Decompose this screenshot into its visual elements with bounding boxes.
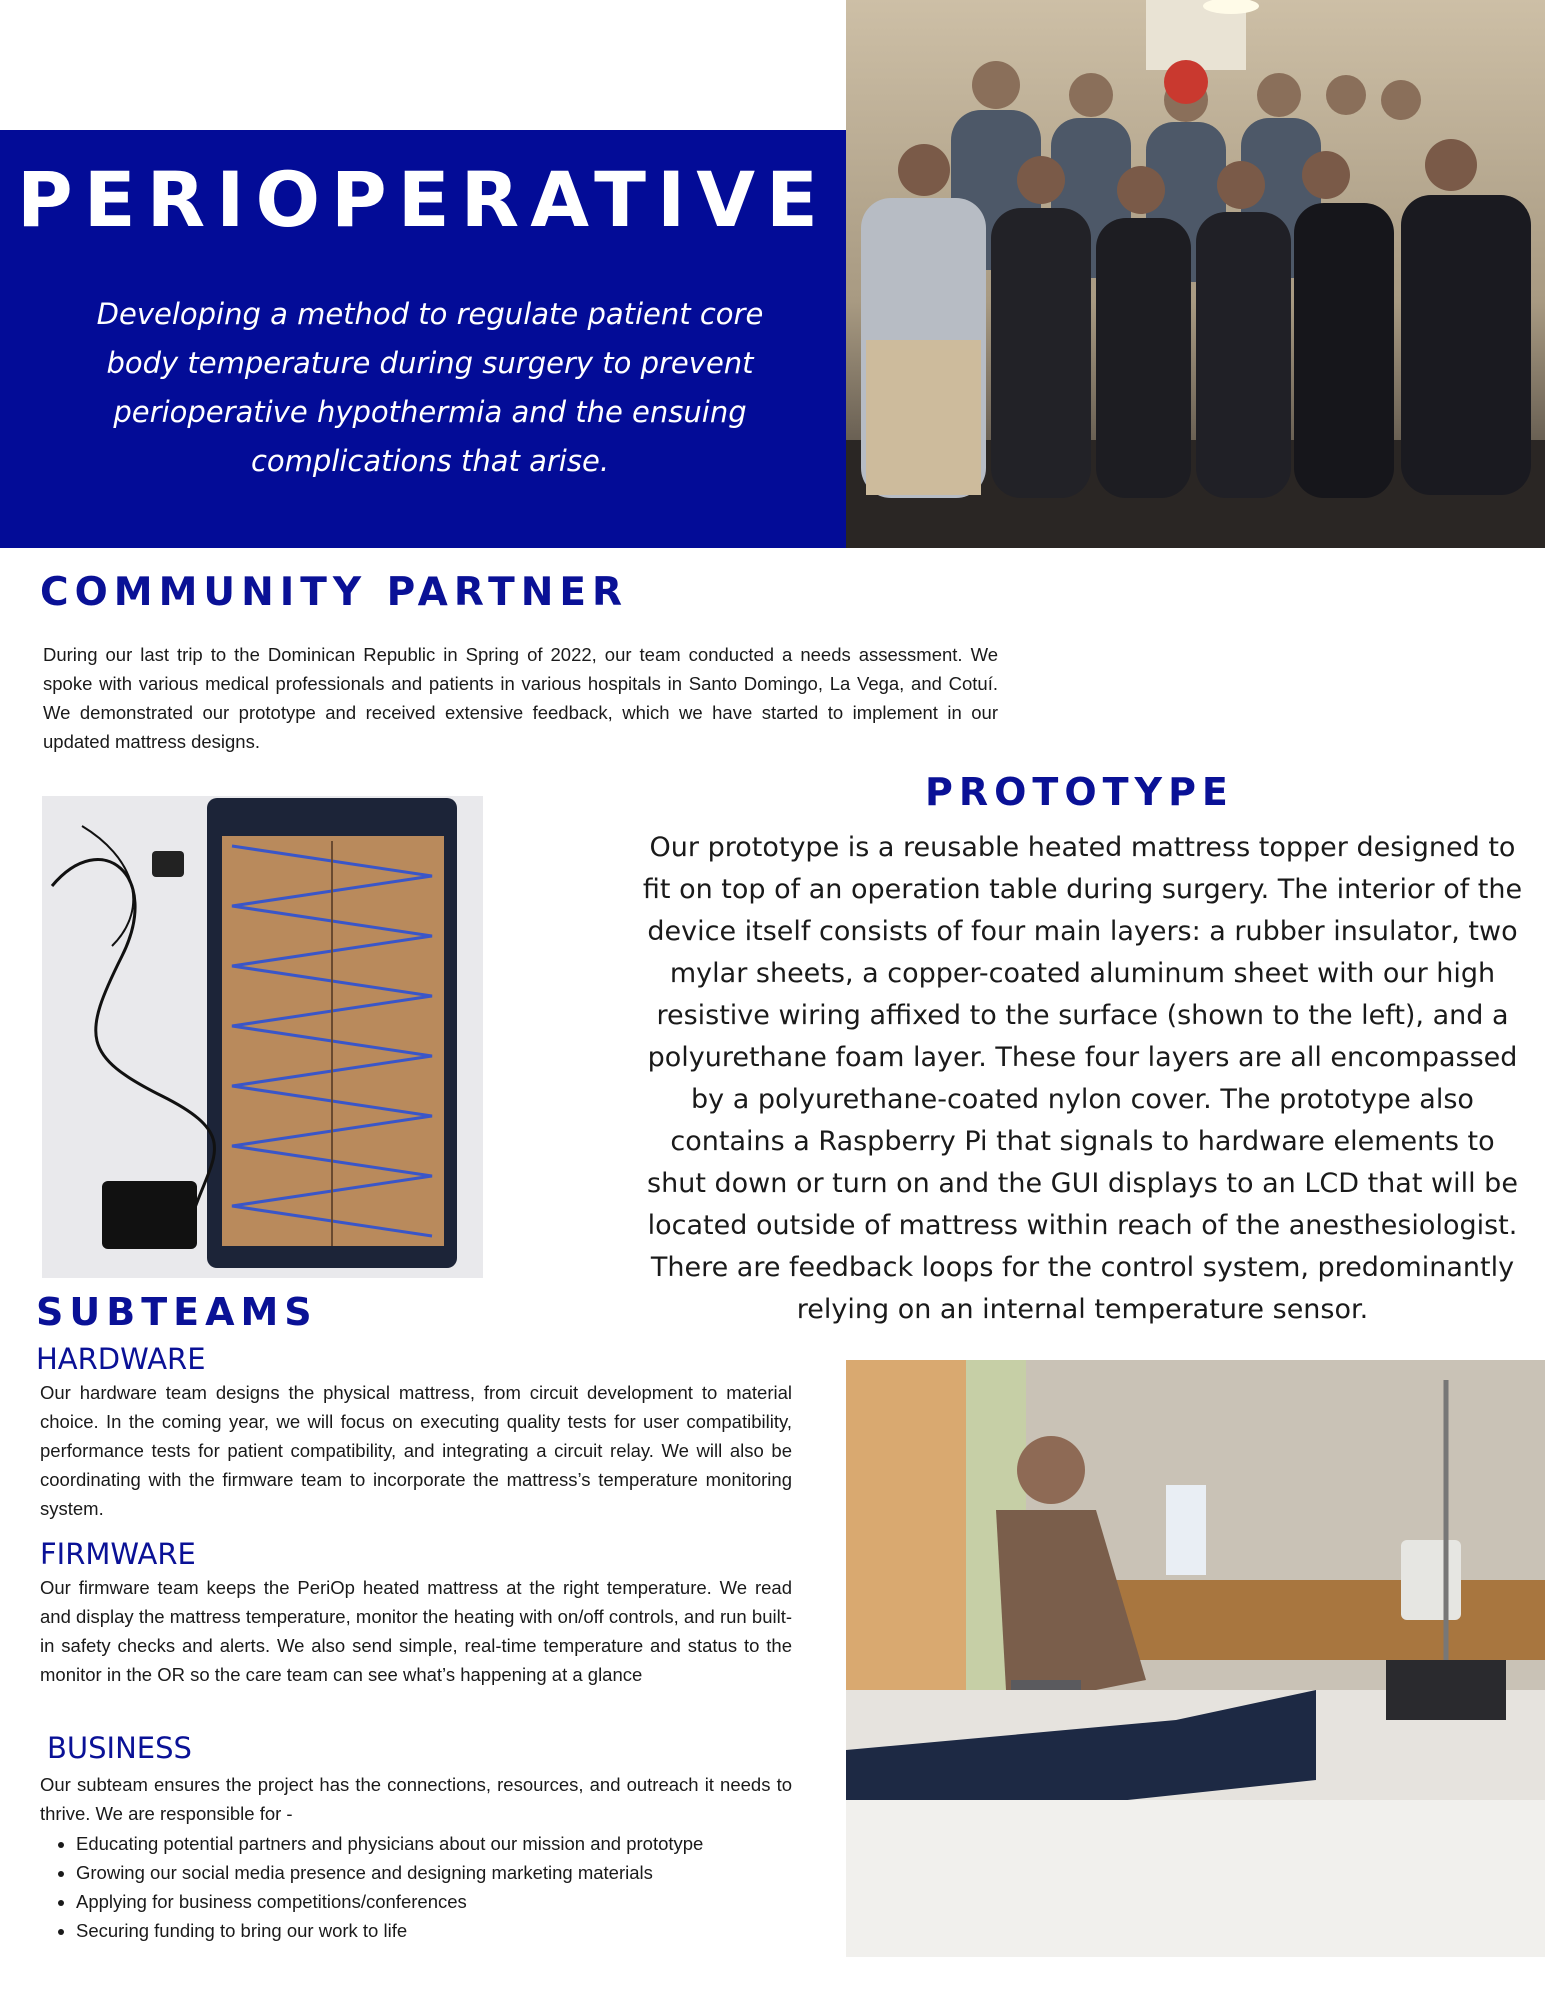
hardware-text: Our hardware team designs the physical mattress, from circuit development to material choice. In the coming year, we will focus on executing quality tests for user compatibility, performance tests for patient compatibility, and integrating a circuit relay. We will also be coordinating with the firmware team to incorporate the mattress’s temperature monitoring system. xyxy=(40,1382,792,1519)
prototype-heading: PROTOTYPE xyxy=(925,770,1234,814)
hardware-heading: HARDWARE xyxy=(36,1342,206,1376)
team-photo xyxy=(846,0,1545,548)
mattress-prototype-photo xyxy=(42,796,483,1278)
community-partner-heading: COMMUNITY PARTNER xyxy=(40,570,629,615)
hospital-testing-photo xyxy=(846,1360,1545,1957)
list-item: • Securing funding to bring our work to life xyxy=(76,1916,828,1945)
community-partner-text: During our last trip to the Dominican Republic in Spring of 2022, our team conducted a needs assessment. We spoke with various medical professionals and patients in various hospitals in Santo Domingo, La Vega, and Cotuí. We demonstrated our prototype and received extensive feedback, which we have started to implement in our updated mattress designs. xyxy=(43,644,998,752)
page-title: PERIOPERATIVE xyxy=(17,155,829,244)
page-tagline: Developing a method to regulate patient core body temperature during surgery to prevent perioperative hypothermia and the ensuing complications that arise. xyxy=(96,297,764,478)
business-intro: Our subteam ensures the project has the connections, resources, and outreach it needs to thrive. We are responsible for - xyxy=(40,1774,792,1824)
firmware-text: Our firmware team keeps the PeriOp heated mattress at the right temperature. We read and display the mattress temperature, monitor the heating with on/off controls, and run built-in safety checks and alerts. We also send simple, real-time temperature and status to the monitor in the OR so the care team can see what’s happening at a glance xyxy=(40,1577,792,1685)
subteams-heading: SUBTEAMS xyxy=(36,1290,318,1334)
list-item: • Educating potential partners and physicians about our mission and prototype xyxy=(76,1829,828,1858)
list-item: • Growing our social media presence and designing marketing materials xyxy=(76,1858,828,1887)
business-responsibilities-list xyxy=(40,1829,828,1945)
firmware-heading: FIRMWARE xyxy=(40,1537,196,1571)
list-item: • Applying for business competitions/conferences xyxy=(76,1887,828,1916)
business-heading: BUSINESS xyxy=(47,1731,192,1765)
prototype-description: Our prototype is a reusable heated mattress topper designed to fit on top of an operation table during surgery. The interior of the device itself consists of four main layers: a rubber insulator, two mylar sheets, a copper-coated aluminum sheet with our high resistive wiring affixed to the surface (shown to the left), and a polyurethane foam layer. These four layers are all encompassed by a polyurethane-coated nylon cover. The prototype also contains a Raspberry Pi that signals to hardware elements to shut down or turn on and the GUI displays to an LCD that will be located outside of mattress within reach of the anesthesiologist. There are feedback loops for the control system, predominantly relying on an internal temperature sensor. xyxy=(642,832,1523,1325)
